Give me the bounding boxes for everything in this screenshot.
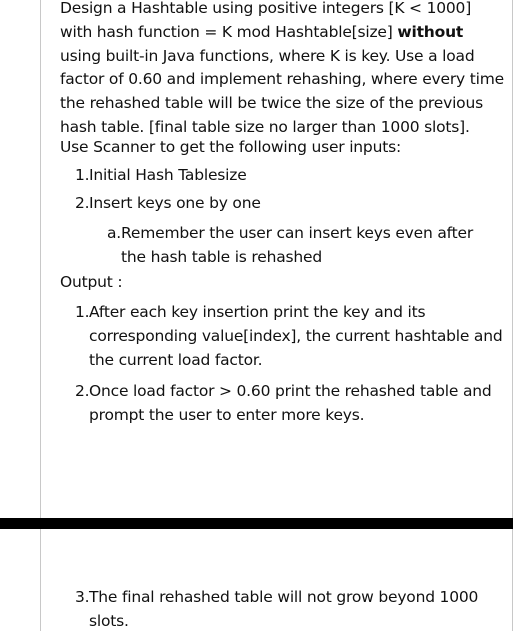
output-item-3: 3. The final rehashed table will not grow beyond 1000 slots. [75,588,479,630]
emphasis-without: without [397,22,464,41]
intro-paragraph: Design a Hashtable using positive integers [K < 1000] with hash function = K mod Hashtable[size] without using built-in Java functions, where K is key. Use a load factor of 0.60 and implement rehashing, where every time the rehashed table will be twice the size of the previous hash table. [final table size no larger than 1000 slots]. [60,0,504,136]
input-item-1: 1. Initial Hash Tablesize [75,166,247,184]
input-item-2: 2. Insert keys one by one [75,194,261,212]
inputs-heading: Use Scanner to get the following user inputs: [60,138,401,156]
input-subitem-a: a. Remember the user can insert keys even after the hash table is rehashed [107,224,474,266]
output-heading: Output : [60,273,123,291]
output-item-1: 1. After each key insertion print the key and its corresponding value[index], the current hashtable and the current load factor. [75,303,503,369]
output-item-2: 2. Once load factor > 0.60 print the rehashed table and prompt the user to enter more keys. [75,382,492,424]
page-edge-left [40,529,41,631]
page-edge-left [40,0,41,518]
page-divider [0,518,513,529]
